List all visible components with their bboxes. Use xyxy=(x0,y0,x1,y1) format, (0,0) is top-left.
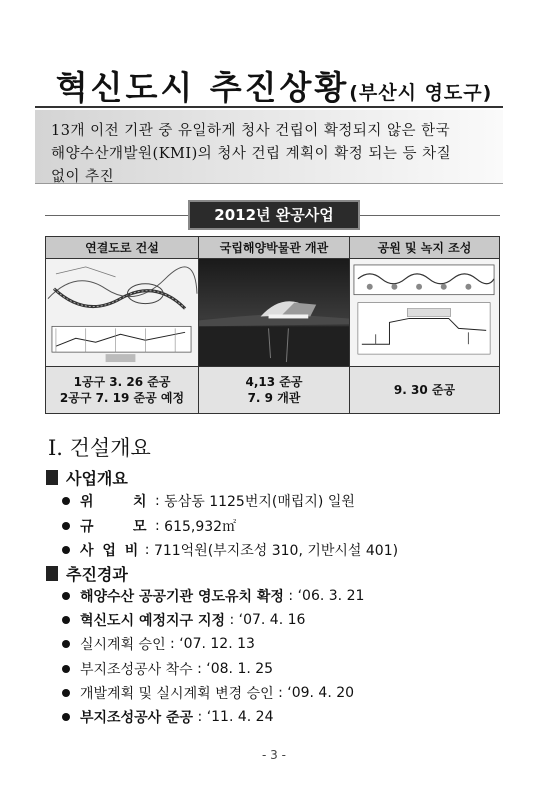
item-date: ‘09. 4. 20 xyxy=(287,685,355,701)
status-line: 9. 30 준공 xyxy=(393,383,456,397)
bullet-icon xyxy=(62,616,70,624)
title-divider xyxy=(35,106,503,108)
item-separator: : xyxy=(273,685,288,701)
item-value: 동삼동 1125번지(매립지) 일원 xyxy=(164,494,355,510)
item-label: 혁신도시 예정지구 지정 xyxy=(80,613,225,629)
status-line: 4,13 준공 xyxy=(245,375,303,389)
item-separator: : xyxy=(193,709,207,725)
page-title xyxy=(0,62,548,109)
progress-heading xyxy=(46,562,128,585)
bullet-icon xyxy=(62,640,70,648)
list-item xyxy=(62,540,398,560)
list-item xyxy=(62,707,274,727)
item-label: 부지조성공사 준공 xyxy=(80,710,194,726)
item-separator: : xyxy=(150,518,165,534)
list-item xyxy=(62,491,355,511)
bullet-icon xyxy=(62,713,70,721)
bullet-icon xyxy=(62,665,70,673)
project-header-road: 연결도로 건설 xyxy=(46,237,199,259)
list-item xyxy=(62,659,273,679)
projects-table xyxy=(45,236,500,414)
overview-heading xyxy=(46,466,128,489)
square-bullet-icon xyxy=(46,470,58,485)
list-item xyxy=(62,516,236,536)
title-sub: (부산시 영도구) xyxy=(349,82,493,104)
bullet-icon xyxy=(62,522,70,530)
item-separator: : xyxy=(283,588,298,604)
item-label: 해양수산 공공기관 영도유치 확정 xyxy=(80,589,284,605)
item-label: 사 업 비 xyxy=(80,543,141,559)
banner-line-right xyxy=(360,215,500,216)
item-label: 위 치 xyxy=(80,494,151,510)
item-date: ‘06. 3. 21 xyxy=(297,588,365,604)
bullet-icon xyxy=(62,546,70,554)
item-value: 711억원(부지조성 310, 기반시설 401) xyxy=(153,543,399,559)
list-item xyxy=(62,610,305,630)
item-date: ‘08. 1. 25 xyxy=(206,661,274,677)
park-plan-image xyxy=(350,259,499,367)
road-construction-image xyxy=(46,259,199,367)
item-value: 615,932㎡ xyxy=(164,519,237,535)
item-separator: : xyxy=(192,661,207,677)
project-status-road xyxy=(46,367,199,413)
section-heading: Ⅰ. 건설개요 xyxy=(48,436,151,460)
status-line: 1공구 3. 26 준공 xyxy=(73,375,171,389)
bullet-icon xyxy=(62,497,70,505)
project-status-park xyxy=(350,367,499,413)
item-label: 규 모 xyxy=(80,519,151,535)
item-separator: : xyxy=(150,493,165,509)
item-label: 개발계획 및 실시계획 변경 승인 xyxy=(80,686,274,702)
list-item xyxy=(62,634,255,654)
square-bullet-icon xyxy=(46,566,58,581)
item-date: ‘11. 4. 24 xyxy=(206,709,274,725)
summary-line: 없이 추진 xyxy=(51,169,115,185)
project-header-park: 공원 및 녹지 조성 xyxy=(350,237,499,259)
completed-projects-banner: 2012년 완공사업 xyxy=(188,200,360,230)
title-main: 혁신도시 추진상황 xyxy=(55,68,350,107)
summary-line: 13개 이전 기관 중 유일하게 청사 건립이 확정되지 않은 한국 xyxy=(51,123,451,139)
item-label: 부지조성공사 착수 xyxy=(80,662,193,678)
progress-heading-text: 추진경과 xyxy=(66,565,128,584)
list-item xyxy=(62,586,364,606)
banner-line-left xyxy=(45,215,190,216)
summary-box xyxy=(35,110,503,184)
project-header-museum: 국립해양박물관 개관 xyxy=(199,237,350,259)
project-status-museum xyxy=(199,367,350,413)
page-number: - 3 - xyxy=(262,748,286,762)
item-date: ‘07. 12. 13 xyxy=(179,636,255,652)
bullet-icon xyxy=(62,689,70,697)
summary-line: 해양수산개발원(KMI)의 청사 건립 계획이 확정 되는 등 차질 xyxy=(51,146,452,162)
item-label: 실시계획 승인 xyxy=(80,637,166,653)
item-separator: : xyxy=(225,612,239,628)
overview-heading-text: 사업개요 xyxy=(66,469,128,488)
bullet-icon xyxy=(62,592,70,600)
status-line: 2공구 7. 19 준공 예정 xyxy=(59,391,185,405)
status-line: 7. 9 개관 xyxy=(247,391,301,405)
list-item xyxy=(62,683,354,703)
item-separator: : xyxy=(165,636,180,652)
item-date: ‘07. 4. 16 xyxy=(238,612,306,628)
museum-image xyxy=(199,259,350,367)
item-separator: : xyxy=(140,542,154,558)
